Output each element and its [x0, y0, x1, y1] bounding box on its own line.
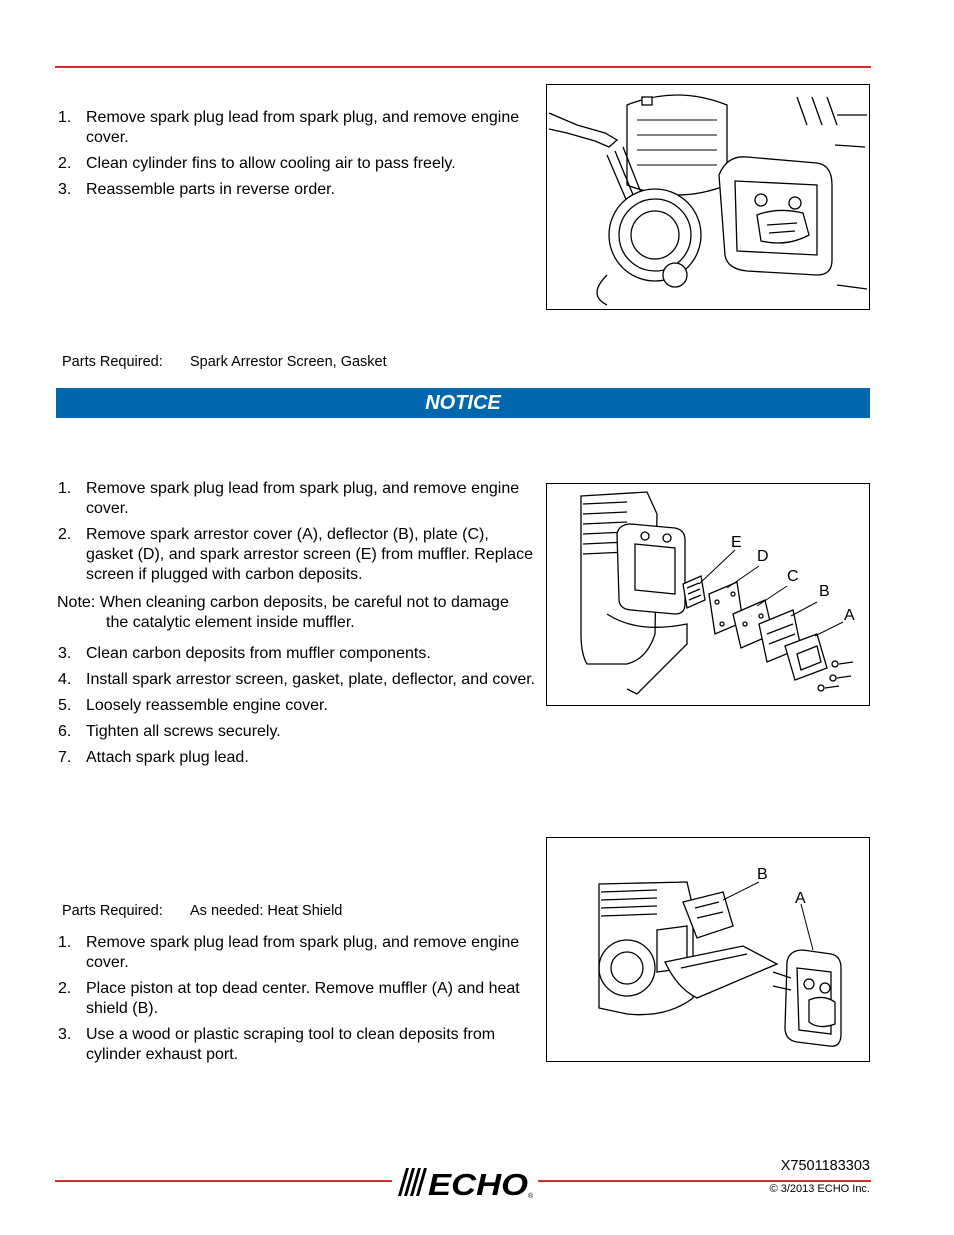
step-item: 2. Clean cylinder fins to allow cooling air to pass freely. — [58, 155, 456, 172]
note-line-2: the catalytic element inside muffler. — [106, 614, 355, 631]
callout-e: E — [731, 534, 742, 551]
step-item: 4. Install spark arrestor screen, gasket, plate, deflector, and cover. — [58, 671, 536, 688]
spark-arrestor-steps-a — [57, 479, 537, 591]
carbon-deposit-note — [57, 593, 542, 633]
spark-arrestor-figure — [546, 483, 870, 706]
parts-required-label: Parts Required: — [62, 354, 163, 370]
logo-wordmark: ECHO — [428, 1167, 528, 1200]
header-rule — [55, 66, 871, 68]
logo-registered-mark: ® — [528, 1193, 534, 1200]
step-item: 5. Loosely reassemble engine cover. — [58, 697, 328, 714]
callout-a: A — [844, 607, 855, 624]
step-item: 1. Remove spark plug lead from spark plug, and remove engine cover. — [58, 109, 520, 146]
document-number: X7501183303 — [780, 1158, 870, 1174]
engine-cover-illustration — [547, 85, 869, 309]
step-item: 1. Remove spark plug lead from spark plug, and remove engine cover. — [58, 934, 520, 971]
step-item: 3. Use a wood or plastic scraping tool to clean deposits from cylinder exhaust port. — [58, 1026, 496, 1063]
copyright: © 3/2013 ECHO Inc. — [769, 1183, 870, 1195]
notice-banner: NOTICE — [56, 388, 870, 418]
exhaust-port-steps — [57, 933, 537, 1071]
step-item: 2. Remove spark arrestor cover (A), deflector (B), plate (C), gasket (D), and spark arrestor screen (E) from muffler. Replace screen if plugged with carbon deposits. — [58, 526, 533, 583]
engine-cover-figure — [546, 84, 870, 310]
callout-d: D — [757, 548, 769, 565]
parts-required-value: Spark Arrestor Screen, Gasket — [190, 354, 387, 370]
muffler-heat-shield-illustration — [547, 838, 869, 1061]
step-item: 3. Reassemble parts in reverse order. — [58, 181, 335, 198]
callout-b: B — [819, 583, 830, 600]
echo-logo — [392, 1164, 538, 1200]
note-line-1: Note: When cleaning carbon deposits, be careful not to damage — [57, 594, 509, 611]
muffler-heat-shield-figure — [546, 837, 870, 1062]
spark-arrestor-illustration — [547, 484, 869, 705]
callout-b: B — [757, 866, 768, 883]
step-item: 2. Place piston at top dead center. Remove muffler (A) and heat shield (B). — [58, 980, 520, 1017]
spark-arrestor-steps-b — [57, 644, 537, 774]
step-item: 1. Remove spark plug lead from spark plug, and remove engine cover. — [58, 480, 520, 517]
cooling-fins-steps — [57, 108, 537, 206]
callout-c: C — [787, 568, 799, 585]
step-item: 7. Attach spark plug lead. — [58, 749, 249, 766]
parts-required-label: Parts Required: — [62, 903, 163, 919]
step-item: 3. Clean carbon deposits from muffler components. — [58, 645, 431, 662]
callout-a: A — [795, 890, 806, 907]
step-item: 6. Tighten all screws securely. — [58, 723, 281, 740]
parts-required-value: As needed: Heat Shield — [190, 903, 343, 919]
